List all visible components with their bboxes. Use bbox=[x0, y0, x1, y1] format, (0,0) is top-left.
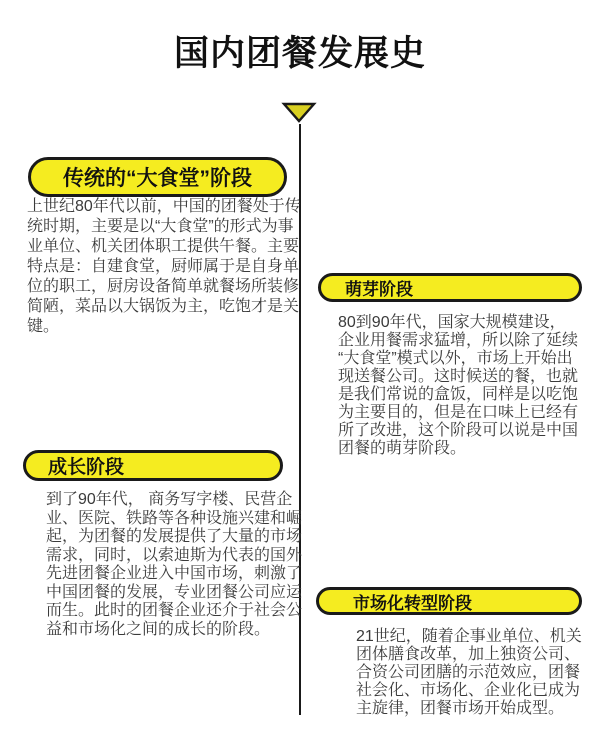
page-title: 国内团餐发展史 bbox=[173, 34, 426, 73]
stage-traditional-canteen-body: 上世纪80年代以前，中国的团餐处于传统时期，主要是以“大食堂”的形式为事业单位、机关团体职工提供午餐。主要特点是：自建食堂，厨师属于是自身单位的职工，厨房设备简单就餐场所装修简陋，菜品以大锅饭为主，吃饱才是关键。 bbox=[27, 198, 301, 335]
stage-market-transformation-body: 21世纪，随着企事业单位、机关团体膳食改革，加上独资公司、合资公司团膳的示范效应，团餐社会化、市场化、企业化已成为主旋律，团餐市场开始成型。 bbox=[356, 628, 582, 717]
stage-market-transformation-header bbox=[316, 587, 582, 615]
stage-growth-body: 到了90年代， 商务写字楼、民营企业、医院、铁路等各种设施兴建和崛起，为团餐的发展提供了大量的市场需求，同时，以索迪斯为代表的国外先进团餐企业进入中国市场，刺激了中国团餐的发展，专业团餐公司应运而生。此时的团餐企业还介于社会公益和市场化之间的成长的阶段。 bbox=[46, 491, 303, 638]
stage-sprout-header bbox=[318, 273, 582, 302]
stage-label: 市场化转型阶段 bbox=[353, 593, 472, 613]
stage-label: 成长阶段 bbox=[48, 457, 125, 478]
down-triangle-icon bbox=[281, 101, 317, 124]
stage-traditional-canteen-header bbox=[28, 157, 287, 197]
stage-label: 传统的“大食堂”阶段 bbox=[63, 167, 252, 190]
stage-label: 萌芽阶段 bbox=[345, 280, 413, 299]
stage-sprout-body: 80到90年代，国家大规模建设，企业用餐需求猛增，所以除了延续 “大食堂”模式以外，市场上开始出现送餐公司。这时候送的餐，也就是我们常说的盒饭，同样是以吃饱为主要目的，但是在口味上已经有所了改进，这个阶段可以说是中国团餐的萌芽阶段。 bbox=[338, 314, 579, 457]
stage-growth-header bbox=[23, 450, 283, 481]
down-triangle-svg bbox=[281, 101, 317, 124]
